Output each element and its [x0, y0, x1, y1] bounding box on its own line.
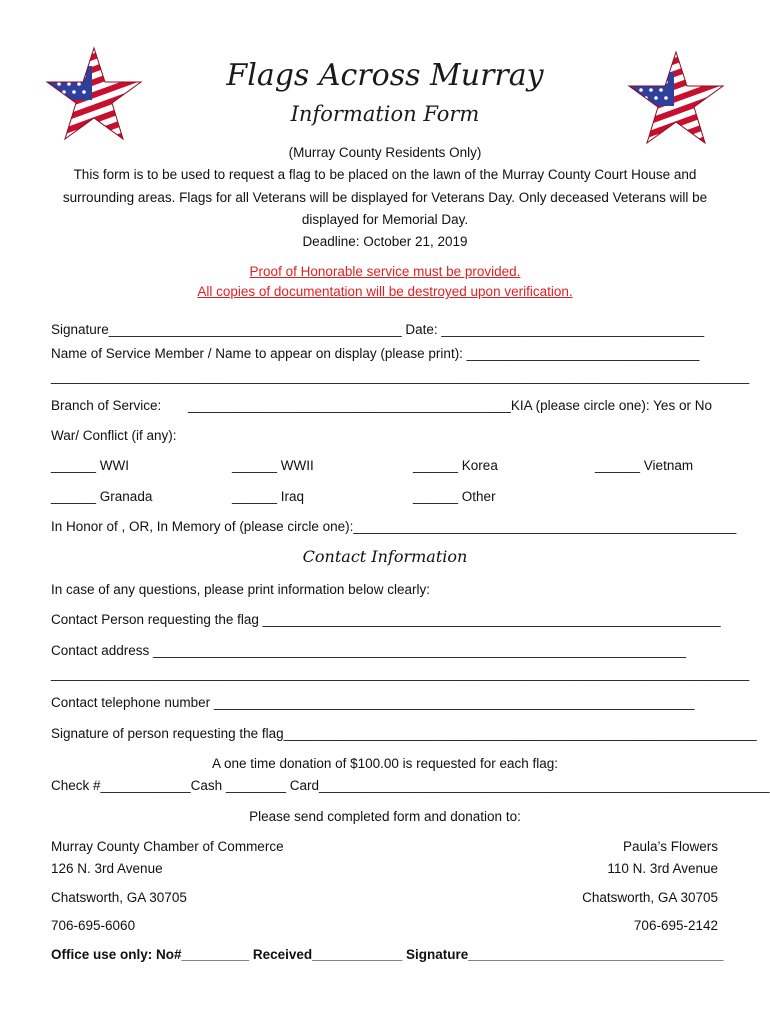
requester-signature-field[interactable]: Signature of person requesting the flag_______________________________________________________________: [51, 726, 757, 741]
florist-name: Paula’s Flowers: [622, 839, 718, 854]
contact-heading: Contact Information: [302, 547, 468, 566]
contact-person-field[interactable]: Contact Person requesting the flag _____________________________________________________________: [51, 612, 721, 627]
war-option-vietnam[interactable]: ______ Vietnam: [595, 458, 694, 473]
war-label: War/ Conflict (if any):: [51, 428, 177, 443]
war-option-wwii[interactable]: ______ WWII: [232, 458, 314, 473]
service-member-name-field[interactable]: Name of Service Member / Name to appear on display (please print): _______________________________: [51, 346, 700, 361]
proof-notice: Proof of Honorable service must be provided.: [249, 264, 521, 279]
war-option-korea[interactable]: ______ Korea: [413, 458, 498, 473]
branch-kia-field[interactable]: ___________________________________________KIA (please circle one): Yes or No: [188, 398, 712, 413]
intro-line-3: displayed for Memorial Day.: [301, 212, 469, 227]
office-use-field[interactable]: Office use only: No#_________ Received____________ Signature__________________________________: [51, 947, 724, 962]
chamber-name: Murray County Chamber of Commerce: [51, 839, 284, 854]
intro-line-2: surrounding areas. Flags for all Veterans will be displayed for Veterans Day. Only deceased Veterans will be: [62, 190, 708, 205]
contact-address-line-2[interactable]: _____________________________________________________________________________________________: [51, 666, 750, 681]
service-member-name-line-2[interactable]: _____________________________________________________________________________________________: [51, 369, 750, 384]
honor-memory-field[interactable]: In Honor of , OR, In Memory of (please circle one):___________________________________________________: [51, 519, 737, 534]
branch-label: Branch of Service:: [51, 398, 162, 413]
contact-phone-field[interactable]: Contact telephone number ________________________________________________________________: [51, 695, 695, 710]
destroy-notice: All copies of documentation will be destroyed upon verification.: [197, 284, 573, 299]
contact-instructions: In case of any questions, please print information below clearly:: [51, 582, 430, 597]
war-option-other[interactable]: ______ Other: [413, 489, 496, 504]
page-subtitle: Information Form: [290, 102, 480, 126]
signature-date-field[interactable]: Signature_______________________________________ Date: ___________________________________: [51, 322, 705, 337]
war-option-granada[interactable]: ______ Granada: [51, 489, 153, 504]
send-note: Please send completed form and donation to:: [249, 809, 521, 824]
deadline: Deadline: October 21, 2019: [302, 234, 468, 249]
chamber-phone: 706-695-6060: [51, 918, 136, 933]
donation-note: A one time donation of $100.00 is requested for each flag:: [212, 756, 558, 771]
florist-city: Chatsworth, GA 30705: [582, 890, 718, 905]
intro-line-1: This form is to be used to request a flag to be placed on the lawn of the Murray County Court House and: [73, 167, 697, 182]
florist-phone: 706-695-2142: [633, 918, 718, 933]
page-title: Flags Across Murray: [226, 58, 544, 93]
chamber-city: Chatsworth, GA 30705: [51, 890, 187, 905]
florist-street: 110 N. 3rd Avenue: [607, 861, 718, 876]
payment-field[interactable]: Check #____________Cash ________ Card____________________________________________________________: [51, 778, 770, 793]
residents-note: (Murray County Residents Only): [288, 145, 482, 160]
chamber-street: 126 N. 3rd Avenue: [51, 861, 163, 876]
war-option-iraq[interactable]: ______ Iraq: [232, 489, 305, 504]
contact-address-field[interactable]: Contact address _______________________________________________________________________: [51, 643, 687, 658]
war-option-wwi[interactable]: ______ WWI: [51, 458, 130, 473]
